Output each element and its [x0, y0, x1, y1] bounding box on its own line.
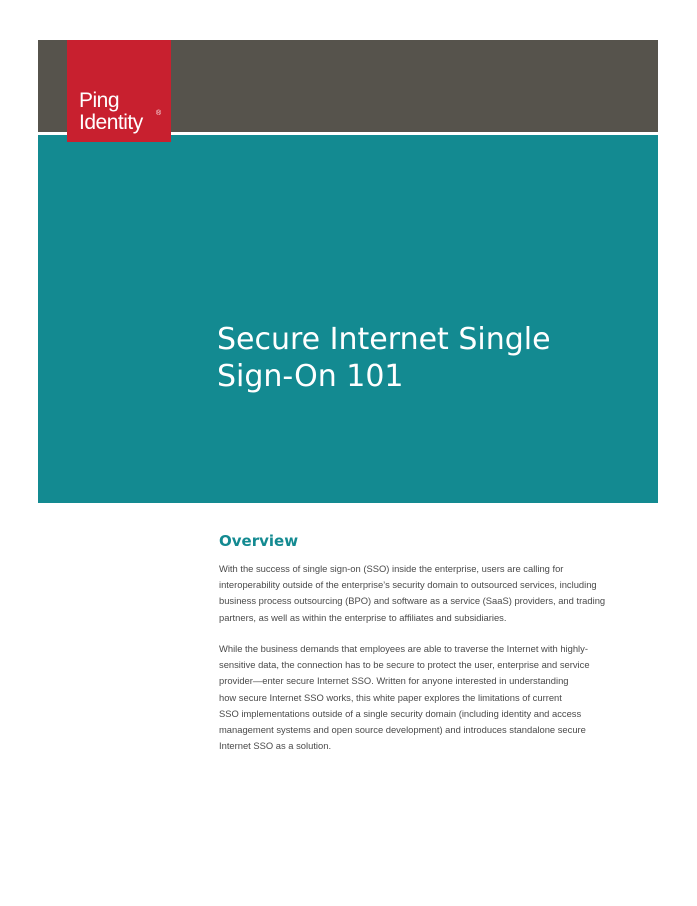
logo-line-ping: Ping — [79, 89, 120, 112]
page-title — [217, 321, 637, 395]
logo-wordmark — [79, 90, 143, 134]
hero-banner — [38, 135, 658, 503]
text-line: While the business demands that employees are able to traverse the Internet with highly- — [219, 643, 588, 654]
logo-line-identity: Identity — [79, 111, 143, 134]
text-line: how secure Internet SSO works, this white paper explores the limitations of current — [219, 691, 562, 703]
text-line: SSO implementations outside of a single security domain (including identity and access — [219, 707, 582, 719]
overview-paragraph-1 — [219, 561, 659, 626]
overview-paragraph-2 — [219, 641, 659, 754]
text-line: management systems and open source development) and introduces standalone secure — [219, 724, 586, 736]
ping-identity-logo — [67, 40, 171, 142]
text-line: business process outsourcing (BPO) and software as a service (SaaS) providers, and trading — [219, 595, 606, 607]
title-line-2: Sign-On 101 — [217, 359, 404, 394]
text-line: With the success of single sign-on (SSO) inside the enterprise, users are calling for — [219, 563, 564, 574]
text-line: Internet SSO as a solution. — [219, 740, 332, 752]
text-line: sensitive data, the connection has to be secure to protect the user, enterprise and service — [219, 659, 590, 671]
text-line: provider—enter secure Internet SSO. Written for anyone interested in understanding — [219, 675, 569, 687]
text-line: partners, as well as within the enterprise to affiliates and subsidiaries. — [219, 611, 507, 623]
registered-mark: ® — [156, 110, 162, 117]
title-line-1: Secure Internet Single — [217, 322, 551, 357]
text-line: interoperability outside of the enterprise’s security domain to outsourced services, including — [219, 579, 597, 591]
overview-heading: Overview — [219, 532, 299, 550]
